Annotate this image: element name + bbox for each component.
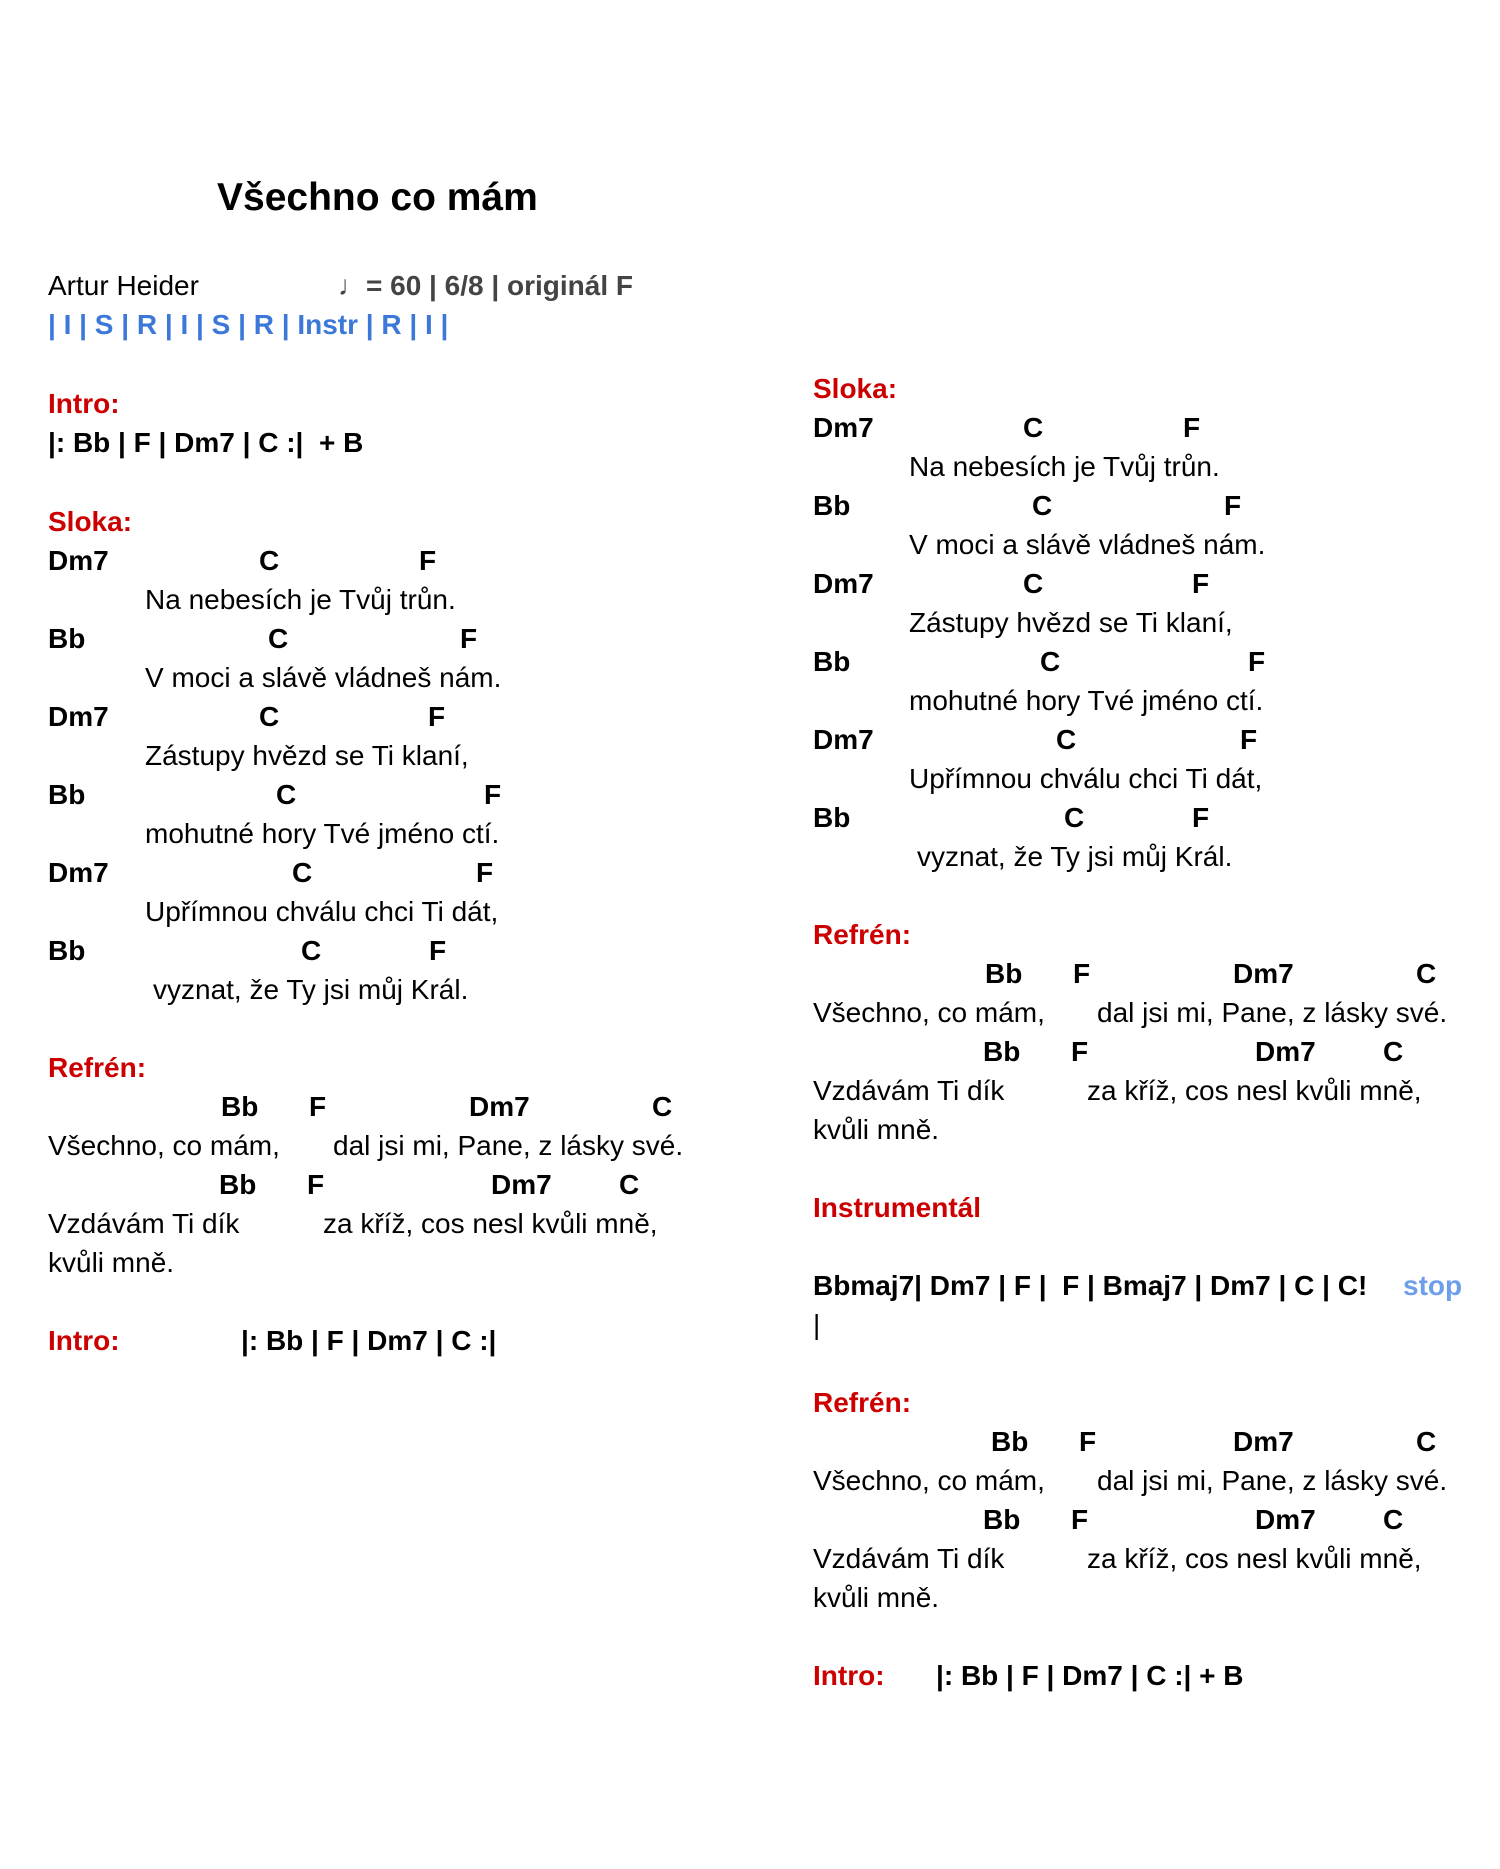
outro-chords: |: Bb | F | Dm7 | C :| + B xyxy=(936,1660,1244,1691)
chord: C xyxy=(292,857,313,888)
lyric-line: dal jsi mi, Pane, z lásky své. xyxy=(1097,1465,1448,1496)
refren-label: Refrén: xyxy=(813,1387,912,1418)
chord: C xyxy=(1032,490,1053,521)
chord: Bb xyxy=(985,958,1023,989)
chord: C xyxy=(1383,1036,1404,1067)
chord: F xyxy=(1073,958,1091,989)
chord: Dm7 xyxy=(1255,1504,1316,1535)
lyric-line: Zástupy hvězd se Ti klaní, xyxy=(145,740,469,771)
chord: Dm7 xyxy=(48,701,109,732)
chord: F xyxy=(476,857,494,888)
lyric-line: kvůli mně. xyxy=(813,1582,940,1613)
chord: Dm7 xyxy=(1255,1036,1316,1067)
chord: Bb xyxy=(813,802,851,833)
chord: Bb xyxy=(219,1169,257,1200)
chord: Bb xyxy=(48,935,86,966)
lyric-line: Upřímnou chválu chci Ti dát, xyxy=(909,763,1263,794)
chord: C xyxy=(1416,958,1437,989)
lyric-line: Na nebesích je Tvůj trůn. xyxy=(909,451,1220,482)
stop-marker: stop xyxy=(1403,1270,1463,1301)
chord: Bb xyxy=(221,1091,259,1122)
chord: F xyxy=(1071,1036,1089,1067)
intro-label: Intro: xyxy=(48,388,120,419)
lyric-line: mohutné hory Tvé jméno ctí. xyxy=(145,818,500,849)
chord: F xyxy=(1248,646,1266,677)
lyric-line: vyznat, že Ty jsi můj Král. xyxy=(153,974,469,1005)
chord: Bb xyxy=(983,1504,1021,1535)
chord: F xyxy=(1224,490,1242,521)
lyric-line: za kříž, cos nesl kvůli mně, xyxy=(1087,1075,1422,1106)
lyric-line: V moci a slávě vládneš nám. xyxy=(909,529,1266,560)
lyric-line: mohutné hory Tvé jméno ctí. xyxy=(909,685,1264,716)
chord: C xyxy=(652,1091,673,1122)
outro-label: Intro: xyxy=(813,1660,885,1691)
sloka-label: Sloka: xyxy=(813,373,898,404)
chord: C xyxy=(1040,646,1061,677)
song-title: Všechno co mám xyxy=(217,176,538,219)
outro-chords: |: Bb | F | Dm7 | C :| xyxy=(241,1325,497,1356)
lyric-line: Všechno, co mám, xyxy=(813,997,1045,1028)
refren-label: Refrén: xyxy=(813,919,912,950)
lyric-line: Vzdávám Ti dík xyxy=(813,1075,1005,1106)
author: Artur Heider xyxy=(48,270,199,301)
lyric-line: Na nebesích je Tvůj trůn. xyxy=(145,584,456,615)
refren-label: Refrén: xyxy=(48,1052,147,1083)
chord: Bb xyxy=(813,490,851,521)
chord: F xyxy=(460,623,478,654)
chord: C xyxy=(1023,412,1044,443)
chord: F xyxy=(1079,1426,1097,1457)
chord: Dm7 xyxy=(491,1169,552,1200)
chord: F xyxy=(1183,412,1201,443)
chord: Bb xyxy=(813,646,851,677)
chord: Bb xyxy=(48,623,86,654)
chord: C xyxy=(276,779,297,810)
chord: Dm7 xyxy=(469,1091,530,1122)
chord: Bb xyxy=(983,1036,1021,1067)
chord: F xyxy=(1192,568,1210,599)
chord: F xyxy=(1071,1504,1089,1535)
chord: F xyxy=(428,701,446,732)
chord: C xyxy=(1416,1426,1437,1457)
chord: C xyxy=(259,545,280,576)
chord: Dm7 xyxy=(48,545,109,576)
chord: C xyxy=(619,1169,640,1200)
outro-label: Intro: xyxy=(48,1325,120,1356)
lyric-line: dal jsi mi, Pane, z lásky své. xyxy=(1097,997,1448,1028)
sloka-label: Sloka: xyxy=(48,506,133,537)
lyric-line: dal jsi mi, Pane, z lásky své. xyxy=(333,1130,684,1161)
lyric-line: za kříž, cos nesl kvůli mně, xyxy=(323,1208,658,1239)
intro-chords: |: Bb | F | Dm7 | C :| + B xyxy=(48,427,364,458)
tempo-info: ♩= 60 | 6/8 | originál F xyxy=(338,270,633,301)
chord: F xyxy=(309,1091,327,1122)
chord: Dm7 xyxy=(813,568,874,599)
lyric-line: Zástupy hvězd se Ti klaní, xyxy=(909,607,1233,638)
bar-line: | xyxy=(813,1309,821,1340)
chord: Dm7 xyxy=(1233,958,1294,989)
chord: F xyxy=(307,1169,325,1200)
lyric-line: V moci a slávě vládneš nám. xyxy=(145,662,502,693)
instrumental-label: Instrumentál xyxy=(813,1192,982,1223)
chord: C xyxy=(1023,568,1044,599)
chord: Dm7 xyxy=(813,412,874,443)
song-form: | I | S | R | I | S | R | Instr | R | I | xyxy=(48,309,449,340)
chord: F xyxy=(429,935,447,966)
lyric-line: kvůli mně. xyxy=(813,1114,940,1145)
lyric-line: Vzdávám Ti dík xyxy=(813,1543,1005,1574)
chord: F xyxy=(1240,724,1258,755)
chord: F xyxy=(484,779,502,810)
chord: Dm7 xyxy=(1233,1426,1294,1457)
chord: C xyxy=(1056,724,1077,755)
chord: F xyxy=(1192,802,1210,833)
chord: Bb xyxy=(991,1426,1029,1457)
chord: F xyxy=(419,545,437,576)
chord: Dm7 xyxy=(813,724,874,755)
chord: C xyxy=(301,935,322,966)
chord: C xyxy=(1064,802,1085,833)
instrumental-chords: Bbmaj7| Dm7 | F | F | Bmaj7 | Dm7 | C | C! xyxy=(813,1270,1368,1301)
lyric-line: za kříž, cos nesl kvůli mně, xyxy=(1087,1543,1422,1574)
chord: C xyxy=(1383,1504,1404,1535)
chord: C xyxy=(268,623,289,654)
chord: Bb xyxy=(48,779,86,810)
lyric-line: vyznat, že Ty jsi můj Král. xyxy=(917,841,1233,872)
lyric-line: Upřímnou chválu chci Ti dát, xyxy=(145,896,499,927)
lyric-line: Všechno, co mám, xyxy=(813,1465,1045,1496)
chord: C xyxy=(259,701,280,732)
chord: Dm7 xyxy=(48,857,109,888)
lyric-line: Všechno, co mám, xyxy=(48,1130,280,1161)
lyric-line: kvůli mně. xyxy=(48,1247,175,1278)
lyric-line: Vzdávám Ti dík xyxy=(48,1208,240,1239)
